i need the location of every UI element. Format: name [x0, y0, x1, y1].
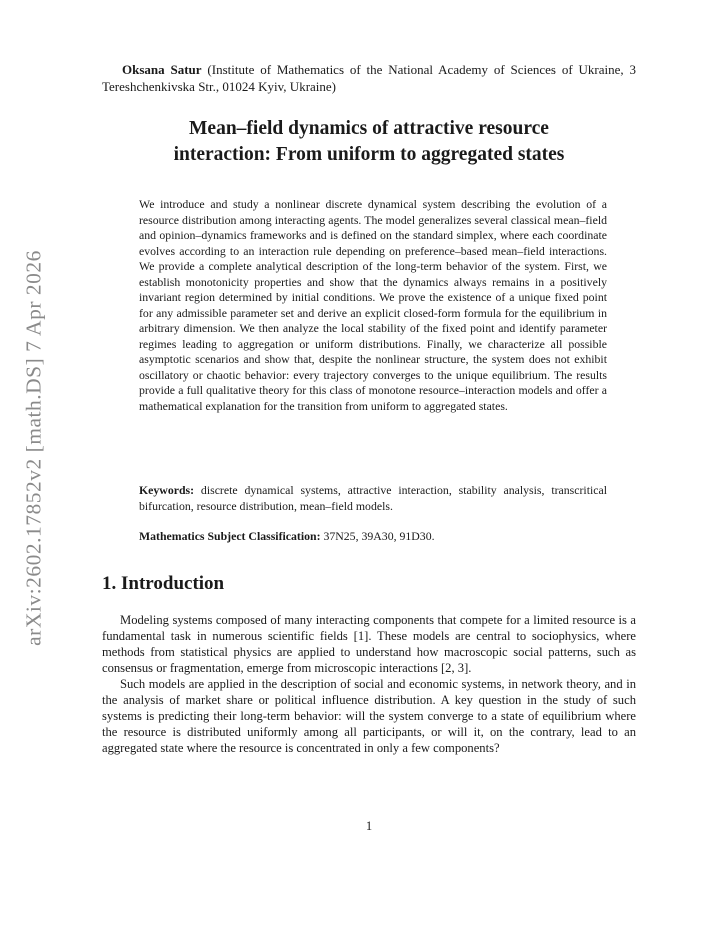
- author-affiliation: (Institute of Mathematics of the National Academy of Sciences of Ukraine, 3 Tereshchenkivska Str., 01024 Kyiv, Ukraine): [102, 62, 636, 94]
- page-number: 1: [365, 819, 373, 833]
- msc-text: 37N25, 39A30, 91D30.: [323, 529, 435, 543]
- author-name: Oksana Satur: [122, 62, 202, 77]
- abstract: We introduce and study a nonlinear discrete dynamical system describing the evolution of a resource distribution among interacting agents. The model generalizes several classical mean–field and opinion–dynamics frameworks and is defined on the standard simplex, where each coordinate evolves according to an interaction rule depending on preference–based mean–field interactions. We provide a complete analytical description of the long-term behavior of the system. First, we establish monotonicity properties and show that the dynamics always remains in a positively invariant region determined by initial conditions. We prove the existence of a unique fixed point for any admissible parameter set and derive an explicit closed-form formula for the equilibrium in arbitrary dimension. We then analyze the local stability of the fixed point and identify parameter regimes leading to aggregation or uniform distributions. Finally, we characterize all possible asymptotic scenarios and show that, despite the nonlinear structure, the system does not exhibit oscillatory or chaotic behavior: every trajectory converges to the unique equilibrium. The results provide a full qualitative theory for this class of monotone resource–interaction models and offer a mathematical explanation for the transition from uniform to aggregated states.: [139, 197, 607, 413]
- msc-classification: [139, 529, 607, 545]
- keywords: [139, 483, 607, 514]
- section-heading: 1. Introduction: [102, 573, 225, 594]
- paper-title: [102, 116, 636, 168]
- intro-paragraph-1: Modeling systems composed of many interacting components that compete for a limited resource is a fundamental task in numerous scientific fields [1]. These models are central to sociophysics, where methods from statistical physics are applied to understand how macroscopic social patterns, such as consensus or fragmentation, emerge from microscopic interactions [2, 3].: [102, 613, 636, 675]
- keywords-text: discrete dynamical systems, attractive interaction, stability analysis, transcritical bifurcation, resource distribution, mean–field models.: [139, 483, 608, 513]
- keywords-label: Keywords:: [139, 483, 195, 497]
- title-line-2: interaction: From uniform to aggregated states: [173, 144, 565, 165]
- msc-label: Mathematics Subject Classification:: [139, 529, 321, 543]
- arxiv-side-stamp: arXiv:2602.17852v2 [math.DS] 7 Apr 2026: [21, 250, 46, 646]
- intro-paragraph-2: Such models are applied in the description of social and economic systems, in network theory, and in the analysis of market share or political influence distribution. A key question in the study of such systems is predicting their long-term behavior: will the system converge to a state of equilibrium where the resource is distributed uniformly among all participants, or will it, on the contrary, lead to an aggregated state where the resource is concentrated in only a few components?: [102, 677, 636, 755]
- introduction-body: [102, 612, 636, 756]
- title-line-1: Mean–field dynamics of attractive resource: [189, 118, 549, 139]
- author-block: [102, 61, 636, 95]
